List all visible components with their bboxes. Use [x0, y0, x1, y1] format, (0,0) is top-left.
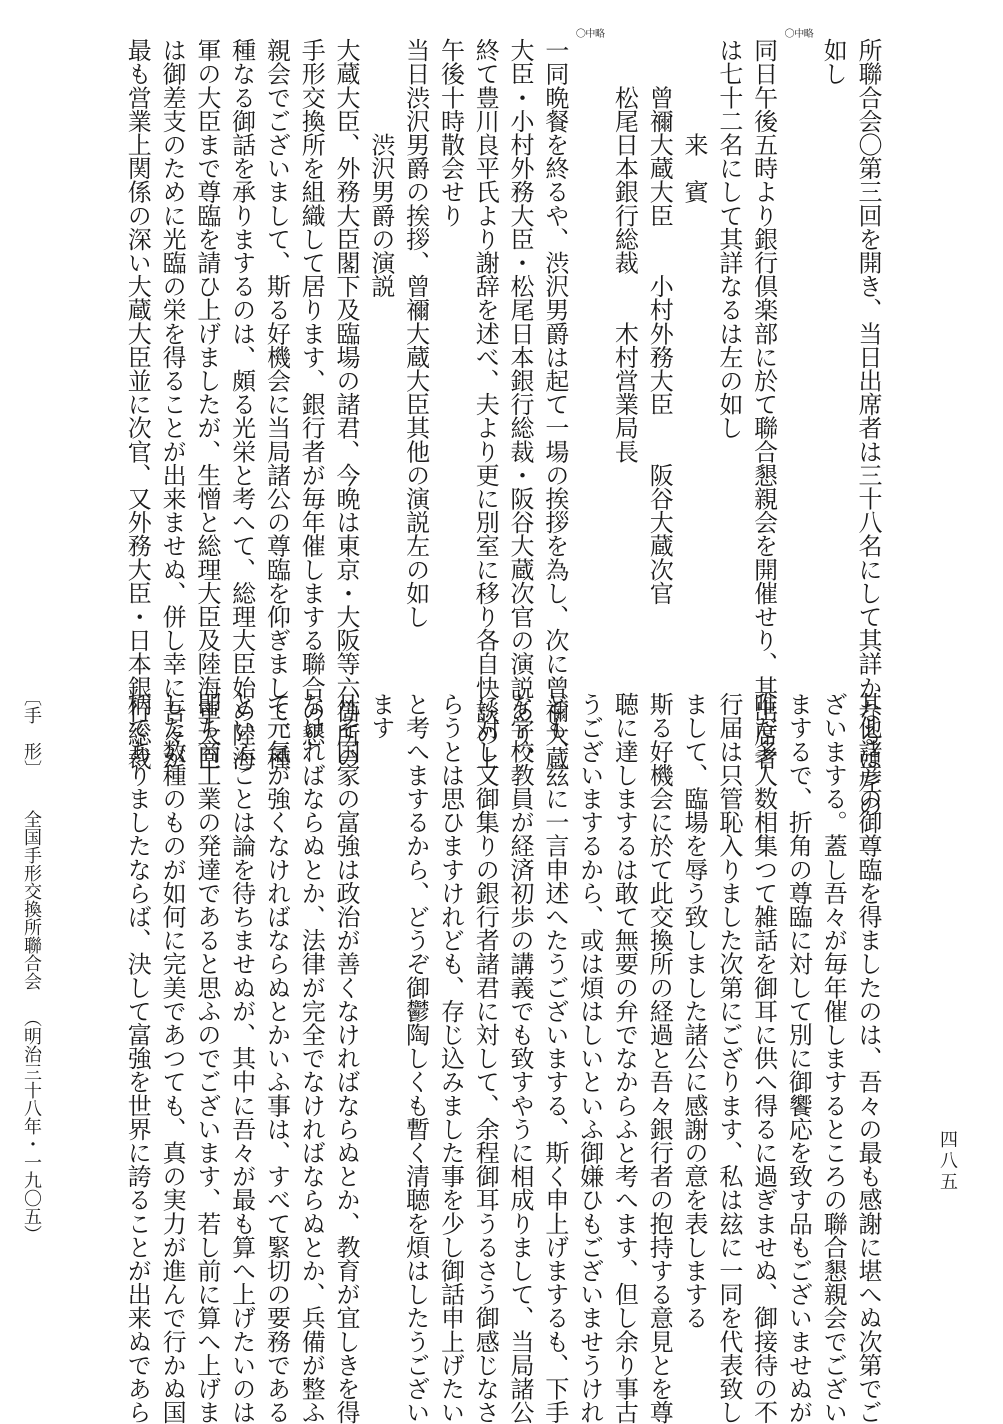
text-column	[189, 38, 224, 770]
column-text: 曾禰大蔵大臣 小村外務大臣 阪谷大蔵次官	[645, 38, 674, 605]
column-text: 松尾日本銀行総裁 木村営業局長	[610, 38, 639, 463]
footer-era: （明治三十八年・一九〇五）	[21, 1009, 42, 1244]
column-text: 唯だ多人数相集つて雑話を御耳に供へ得るに過ぎませぬ、御接待の不	[749, 692, 778, 1424]
column-text: 最も営業上関係の深い大蔵大臣並に次官、又外務大臣・日本銀行総裁	[123, 38, 152, 770]
omission-mark: 〇中略	[784, 29, 814, 40]
text-column	[781, 692, 816, 1424]
column-text: な学校教員が経済初歩の講義でも致すやうに相成りまして、当局諸公	[506, 692, 535, 1424]
text-column	[607, 38, 642, 664]
column-text: 手形交換所を組織して居ります、銀行者が毎年催しまする聯合の懇	[297, 38, 326, 747]
text-column	[467, 692, 502, 1424]
text-column	[641, 692, 676, 1424]
footer-association-name: 全国手形交換所聯合会	[21, 809, 42, 990]
text-column	[850, 692, 885, 1424]
upper-text-block	[85, 29, 885, 817]
text-column	[467, 38, 502, 770]
text-column	[433, 692, 468, 1424]
text-column	[119, 38, 154, 770]
column-text: うございまするから、或は煩はしいといふ御嫌ひもございませうけれ	[575, 692, 604, 1424]
column-text: 大臣・小村外務大臣・松尾日本銀行総裁・阪谷大蔵次官の演説あり、	[506, 38, 535, 770]
text-column	[363, 692, 398, 1348]
column-text: 渋沢男爵の演説	[366, 38, 395, 298]
column-text: 当日渋沢男爵の挨拶、曾禰大蔵大臣其他の演説左の如し	[401, 38, 430, 629]
text-column	[259, 692, 294, 1424]
text-column	[502, 38, 537, 770]
column-text: 大蔵大臣、外務大臣閣下及臨場の諸君、今晩は東京・大阪等六箇所の	[332, 38, 361, 770]
column-text: 軍の大臣まで尊臨を請ひ上げましたが、生憎と総理大臣及陸海軍大臣	[192, 38, 221, 770]
text-column	[711, 692, 746, 1424]
text-column	[676, 38, 711, 664]
column-text: は七十二名にして其詳なるは左の如し	[714, 38, 743, 440]
column-text: 所聯合会〇第三回を開き、当日出席者は三十八名にして其詳かなるは左の	[854, 38, 882, 817]
column-text: に対し又御集りの銀行者諸君に対して、余程御耳うるさう御感じなさ	[471, 692, 500, 1424]
column-text: 来 賓	[680, 38, 709, 204]
text-column	[815, 692, 850, 1424]
text-column	[398, 692, 433, 1424]
column-text: 午後十時散会せり	[436, 38, 465, 227]
column-text: 聴に達しまするは敢て無要の弁でなからふと考へます、但し余り事古	[610, 692, 639, 1424]
page-number: 四八五	[937, 1130, 958, 1193]
text-column	[537, 692, 572, 1424]
column-text: 如し	[819, 38, 848, 86]
text-column	[781, 29, 816, 664]
column-text: て元気が強くなければならぬとかいふ事は、すべて緊切の要務である	[262, 692, 291, 1424]
column-text: ざいまする。蓋し吾々が毎年催しまするところの聯合懇親会でござい	[819, 692, 848, 1424]
text-column	[815, 38, 850, 664]
column-text: 即ち商工業の発達であると思ふのでございます、若し前に算へ上げま	[192, 692, 221, 1424]
text-column	[711, 38, 746, 664]
text-column	[328, 38, 363, 770]
column-text: 行届は只管恥入りました次第にござります、私は玆に一同を代表致し	[714, 692, 743, 1424]
column-text: した数種のものが如何に完美であつても、真の実力が進んで行かぬ国	[158, 692, 187, 1424]
column-text: 一同晩餐を終るや、渋沢男爵は起て一場の挨拶を為し、次に曾禰大蔵	[540, 38, 569, 770]
column-text: 種なる御話を承りまするのは、頗る光栄と考へて、総理大臣始め陸海	[227, 38, 256, 770]
text-column	[154, 692, 189, 1424]
column-text: 親会でございまして、斯る好機会に当局諸公の尊臨を仰ぎまして、種	[262, 38, 291, 770]
column-text: まして、臨場を辱う致しました諸公に感謝の意を表しまする	[680, 692, 709, 1330]
text-column	[572, 29, 607, 664]
column-text: 斯る好機会に於て此交換所の経過と吾々銀行者の抱持する意見とを尊	[645, 692, 674, 1424]
column-text: ども、玆に一言申述へたうございまする、斯く申上げまするも、下手	[540, 692, 569, 1424]
text-column	[676, 692, 711, 1348]
text-column	[433, 38, 468, 664]
text-column	[363, 38, 398, 664]
text-column	[746, 38, 781, 770]
text-column	[537, 38, 572, 770]
running-footer	[14, 688, 48, 1348]
text-column	[328, 692, 363, 1424]
text-column	[224, 692, 259, 1424]
text-column	[398, 38, 433, 664]
column-text: 柄でありましたならば、決して富強を世界に誇ることが出来ぬであら	[123, 692, 152, 1424]
text-column	[293, 38, 328, 747]
column-text: らうとは思ひますけれども、存じ込みました事を少し御話申上げたい	[436, 692, 465, 1424]
text-column	[259, 38, 294, 770]
column-text: と考へまするから、どうぞ御鬱陶しくも暫く清聴を煩はしたうござい	[401, 692, 430, 1424]
column-text: ます	[366, 692, 395, 740]
text-column	[641, 38, 676, 664]
text-column	[746, 692, 781, 1424]
text-column	[224, 38, 259, 770]
text-column	[850, 38, 885, 817]
column-text: まするで、折角の尊臨に対して別に御饗応を致す品もございませぬが	[784, 692, 813, 1424]
lower-text-block	[85, 692, 885, 1424]
column-text: 其他諸彦の御尊臨を得ましたのは、吾々の最も感謝に堪へぬ次第でご	[854, 692, 882, 1424]
text-column	[607, 692, 642, 1424]
text-column	[572, 692, 607, 1424]
column-text: といふことは論を待ちませぬが、其中に吾々が最も算へ上げたいのは	[227, 692, 256, 1424]
text-column	[154, 38, 189, 770]
column-text: 同日午後五時より銀行倶楽部に於て聯合懇親会を開催せり、其出席者	[749, 38, 778, 770]
column-text: 凡そ国家の富強は政治が善くなければならぬとか、教育が宜しきを得	[332, 692, 361, 1424]
text-column	[119, 692, 154, 1424]
text-column	[502, 692, 537, 1424]
column-text: なければならぬとか、法律が完全でなければならぬとか、兵備が整ふ	[297, 692, 326, 1424]
omission-mark: 〇中略	[575, 29, 605, 40]
column-text: 終て豊川良平氏より謝辞を述べ、夫より更に別室に移り各自快談の上	[471, 38, 500, 770]
text-column	[189, 692, 224, 1424]
column-text: は御差支のために光臨の栄を得ることが出来ませぬ、併し幸に吾々が	[158, 38, 187, 770]
footer-section-label: 〔手 形〕	[21, 688, 42, 778]
text-column	[293, 692, 328, 1424]
